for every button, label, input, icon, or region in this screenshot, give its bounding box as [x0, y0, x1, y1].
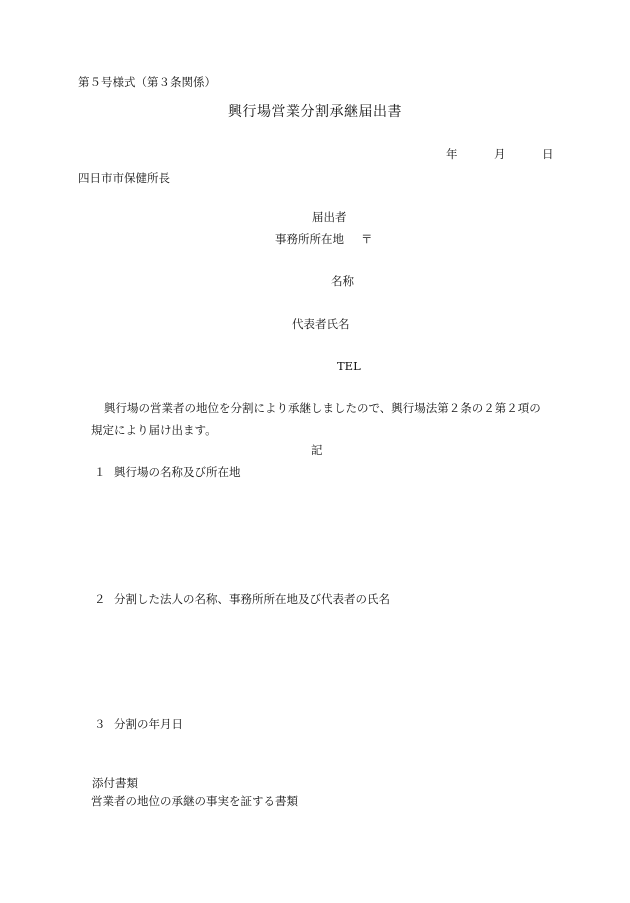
- item-label: 分割の年月日: [114, 717, 183, 731]
- body-text-line-2: 規定により届け出ます。: [91, 423, 217, 437]
- date-year-label: 年: [446, 147, 458, 161]
- item-label: 興行場の名称及び所在地: [114, 465, 241, 479]
- item-split-date: [94, 718, 183, 732]
- name-label: 名称: [331, 274, 354, 288]
- date-day-label: 日: [542, 147, 554, 161]
- item-number: ２: [94, 592, 106, 606]
- body-text-line-1: 興行場の営業者の地位を分割により承継しましたので、興行場法第２条の２第２項の: [104, 401, 541, 415]
- date-line: [446, 148, 554, 162]
- document-title: 興行場営業分割承継届出書: [228, 104, 402, 120]
- attachments-item: 営業者の地位の承継の事実を証する書類: [91, 794, 298, 808]
- office-address-label: 事務所所在地: [275, 232, 344, 246]
- addressee: 四日市市保健所長: [78, 171, 170, 185]
- representative-name-label: 代表者氏名: [292, 317, 350, 331]
- date-month-label: 月: [494, 147, 506, 161]
- item-venue-name-location: [94, 466, 241, 480]
- item-number: １: [94, 465, 106, 479]
- tel-label: TEL: [337, 359, 361, 373]
- item-split-corporation-info: [94, 593, 390, 607]
- postal-mark-icon: 〒: [361, 232, 373, 246]
- applicant-heading: 届出者: [312, 210, 347, 224]
- item-label: 分割した法人の名称、事務所所在地及び代表者の氏名: [114, 592, 390, 606]
- attachments-heading: 添付書類: [92, 776, 138, 790]
- item-number: ３: [94, 717, 106, 731]
- ki-label: 記: [311, 443, 323, 457]
- form-number: 第５号様式（第３条関係）: [78, 75, 216, 89]
